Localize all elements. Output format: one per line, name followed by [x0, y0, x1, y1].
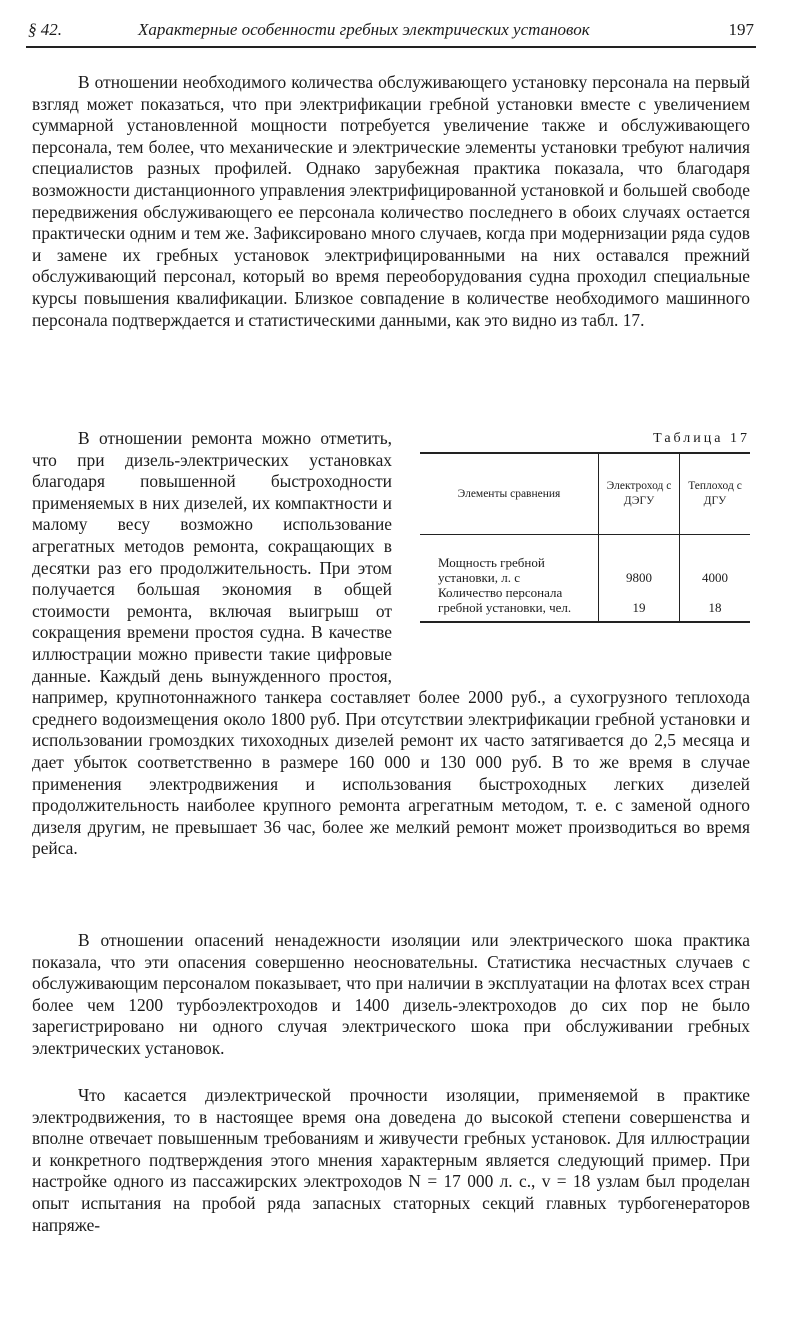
table-cell-label: Мощность гребной установки, л. с [438, 555, 545, 585]
table-cell-value: 18 [680, 585, 751, 622]
table-cell-label: Количество персонала гребной установки, чел. [438, 585, 572, 615]
paragraph-repair [32, 428, 750, 860]
comparison-table [420, 452, 750, 623]
table-caption: Таблица 17 [653, 431, 750, 446]
table-row [420, 535, 750, 586]
table-header-electroship: Электроход с ДЭГУ [599, 453, 680, 535]
section-number: § 42. [28, 20, 62, 39]
header-rule [26, 46, 756, 48]
table-header-motorship: Теплоход с ДГУ [680, 453, 751, 535]
paragraph-dielectric-strength: Что касается диэлектрической прочности изоляции, применяемой в практике электродвижения, то в настоящее время она доведена до высокой степени совершенства и вполне отвечает повышенным требованиям и живучести гребных установок. Для иллюстрации и конкретного подтверждения этого мнения характерным является следующий пример. При настройке одного из пассажирских электроходов N = 17 000 л. с., v = 18 узлам был проделан опыт испытания на пробой ряда запасных статорных секций главных турбогенераторов напряже- [32, 1085, 750, 1235]
paragraph-insulation-safety: В отношении опасений ненадежности изоляции или электрического шока практика показала, что эти опасения совершенно неосновательны. Статистика несчастных случаев с обслуживающим персоналом показывает, что при наличии в эксплуатации на флотах всех стран более чем 1200 турбоэлектроходов и 1400 дизель-электроходов до сих пор не было зарегистрировано ни одного случая электрического шока при обслуживании гребных электрических установок. [32, 930, 750, 1058]
paragraph-personnel: В отношении необходимого количества обслуживающего установку персонала на первый взгляд может показаться, что при электрификации гребной установки вместе с увеличением суммарной установленной мощности потребуется увеличение также и обслуживающего персонала, тем более, что механические и электрические элементы установки требуют наличия специалистов разных профилей. Однако зарубежная практика показала, что благодаря возможности дистанционного управления электрифицированной установкой и большей свободе передвижения обслуживающего ее персонала количество последнего в обоих случаях остается практически одним и тем же. Зафиксировано много случаев, когда при модернизации ряда судов и замене их гребных установок электрифицированными на них оставался прежний обслуживающий персонал, который во время переоборудования судна проходил специальные курсы повышения квалификации. Близкое совпадение в количестве необходимого машинного персонала подтверждается и статистическими данными, как это видно из табл. 17. [32, 72, 750, 330]
paragraph-repair-text: В отношении ремонта можно отметить, что при дизель-электрических установках благодаря повышенной быстроходности применяемых в них дизелей, их компактности и малому весу возможно использование агрегатных методов ремонта, сокращающих в десятки раз его продолжительность. При этом получается большая экономия в общей стоимости ремонта, включая выигрыш от сокращения времени простоя судна. В качестве иллюстрации можно привести такие цифровые данные. Каждый день вынужденного простоя, например, крупнотоннажного танкера составляет более 2000 руб., а сухогрузного теплохода среднего водоизмещения около 1800 руб. При отсутствии электрификации гребной установки и использовании громоздких тихоходных дизелей ремонт их часто затягивается до 2,5 месяца и дает убыток соответственно в размере 160 000 и 130 000 руб. В то же время в случае применения электродвижения и использования быстроходных легких дизелей продолжительность наиболее крупного ремонта агрегатным методом, т. е. с заменой одного дизеля другим, не превышает 36 час, более же мелкий ремонт может производиться во время рейса. [32, 428, 750, 859]
table-header-elements: Элементы сравнения [420, 453, 599, 535]
running-title: Характерные особенности гребных электрических установок [138, 20, 590, 39]
running-header [28, 20, 754, 44]
table-cell-value: 4000 [680, 535, 751, 586]
table-cell-value: 19 [599, 585, 680, 622]
page-number: 197 [728, 20, 754, 39]
table-row [420, 585, 750, 622]
table-cell-value: 9800 [599, 535, 680, 586]
comparison-table-block [406, 428, 750, 678]
